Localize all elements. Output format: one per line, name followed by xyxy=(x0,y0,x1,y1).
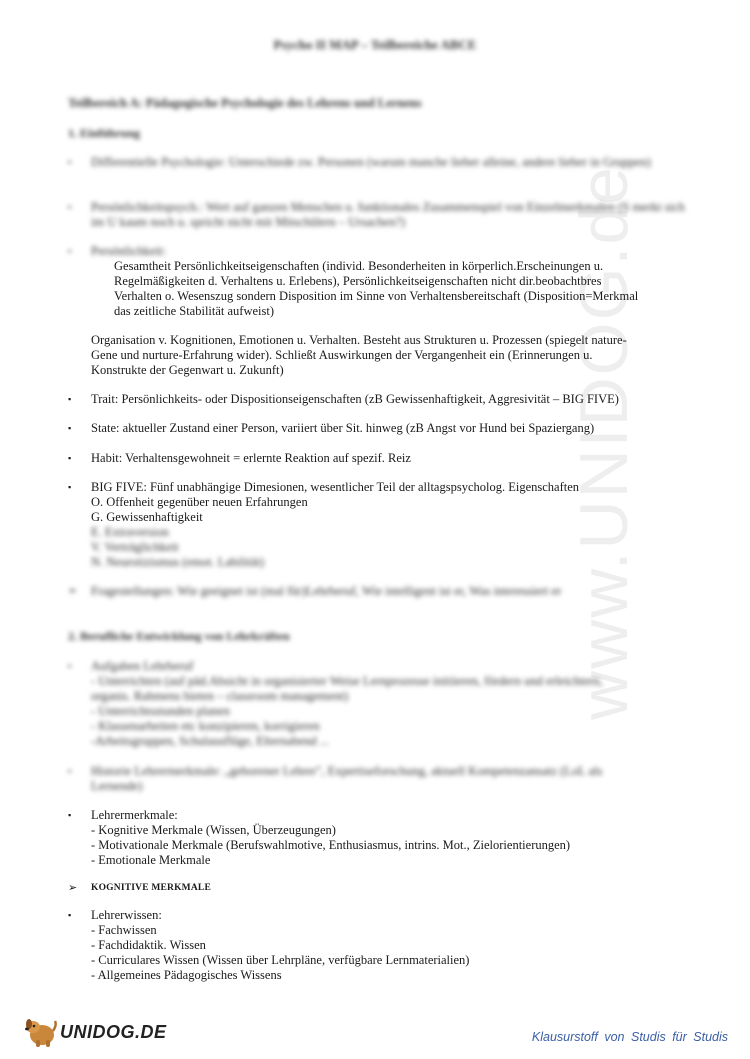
list-item xyxy=(68,155,688,170)
bullet-icon: ▪ xyxy=(68,810,72,820)
list-item xyxy=(68,764,688,794)
state-text: State: aktueller Zustand einer Person, variiert über Sit. hinweg (zB Angst vor Hund bei Spaziergang) xyxy=(91,421,595,435)
bigfive-v: V. Verträglichkeit xyxy=(91,540,179,554)
paragraph-line: Konstrukte der Gegenwart u. Zukunft) xyxy=(91,363,284,377)
tasks-line: - Unterrichtsstunden planen xyxy=(91,704,230,718)
footer-slogan: Klausurstoff von Studis für Studis xyxy=(531,1030,728,1044)
list-item xyxy=(68,392,688,407)
bullet-icon: ▪ xyxy=(68,453,72,463)
arrow-bullet-icon: ➢ xyxy=(68,882,78,894)
list-item xyxy=(68,451,688,466)
bullet-icon: ▪ xyxy=(68,482,72,492)
personality-definition xyxy=(114,259,694,319)
list-item xyxy=(68,421,688,436)
question-text: Fragestellungen: Wie geeignet ist (mal für)Lehrberuf, Wie intelligent ist er, Was interessiert er xyxy=(91,584,562,598)
watermark-text: www.UNIDOG.de xyxy=(566,165,642,720)
unidog-logo[interactable] xyxy=(22,1015,167,1049)
bullet-icon: ▪ xyxy=(68,910,72,920)
item-text: Persönlichkeitspsych.: Wert auf ganzen Menschen u. funktionales Zusammenspiel von Einzelmerkmalen (S merkt sich im U kaum noch u. spricht nicht mit Mitschülern – Ursachen?) xyxy=(91,200,685,229)
bigfive-text: BIG FIVE: Fünf unabhängige Dimesionen, wesentlicher Teil der alltagspsycholog. Eigenschaften xyxy=(91,480,580,494)
document-title: Psycho II MAP – Teilbereiche ABCE xyxy=(273,37,477,52)
list-item xyxy=(68,908,688,983)
tasks-line: - Klassenarbeiten etc konzipieren, korrigieren xyxy=(91,719,320,733)
section-a-heading: Teilbereich A: Pädagogische Psychologie des Lehrens und Lernens xyxy=(68,96,422,110)
teacher-feature: - Kognitive Merkmale (Wissen, Überzeugungen) xyxy=(91,823,336,837)
teacher-features-label: Lehrermerkmale: xyxy=(91,808,178,822)
bullet-icon: ▪ xyxy=(68,246,72,256)
bullet-icon: ▪ xyxy=(68,423,72,433)
chapter-2-heading: 2. Berufliche Entwicklung von Lehrkräften xyxy=(68,629,290,643)
list-item xyxy=(68,659,688,749)
brand-name: UNIDOG.DE xyxy=(60,1021,167,1042)
knowledge-item: - Curriculares Wissen (Wissen über Lehrpläne, verfügbare Lernmaterialien) xyxy=(91,953,470,967)
habit-text: Habit: Verhaltensgewohneit = erlernte Reaktion auf spezif. Reiz xyxy=(91,451,411,465)
arrow-bullet-icon: ➢ xyxy=(68,585,78,597)
bullet-icon: ▪ xyxy=(68,157,72,167)
trait-text: Trait: Persönlichkeits- oder Dispositionseigenschaften (zB Gewissenhaftigkeit, Aggresivität – BIG FIVE) xyxy=(91,392,619,406)
definition-line: Gesamtheit Persönlichkeitseigenschaften (individ. Besonderheiten in körperlich.Erscheinungen u. xyxy=(114,259,604,273)
list-item xyxy=(68,480,688,570)
list-item xyxy=(68,881,688,896)
item-label: Persönlichkeit: xyxy=(91,244,166,258)
teacher-knowledge-label: Lehrerwissen: xyxy=(91,908,162,922)
tasks-line: organis. Rahmens bieten – classroom management) xyxy=(91,689,349,703)
dog-mascot-icon xyxy=(22,1015,58,1049)
history-line: Lernende) xyxy=(91,779,143,793)
cognitive-heading: KOGNITIVE MERKMALE xyxy=(91,883,211,893)
bullet-icon: ▪ xyxy=(68,202,72,212)
bullet-icon: ▪ xyxy=(68,766,72,776)
knowledge-item: - Allgemeines Pädagogisches Wissens xyxy=(91,968,282,982)
bigfive-g: G. Gewissenhaftigkeit xyxy=(91,510,203,524)
tasks-line: -Arbeitsgruppen, Schulausflüge, Elternabend ... xyxy=(91,734,330,748)
knowledge-item: - Fachdidaktik. Wissen xyxy=(91,938,206,952)
organisation-paragraph xyxy=(91,333,671,378)
list-item xyxy=(68,584,688,599)
bigfive-o: O. Offenheit gegenüber neuen Erfahrungen xyxy=(91,495,308,509)
paragraph-line: Organisation v. Kognitionen, Emotionen u. Verhalten. Besteht aus Strukturen u. Prozessen (spiegelt nature- xyxy=(91,333,627,347)
definition-line: das zeitliche Stabilität aufweist) xyxy=(114,304,275,318)
list-item xyxy=(68,244,688,259)
definition-line: Verhalten o. Wesenszug sondern Disposition im Sinne von Verhaltensbereitschaft (Disposition=Merkmal xyxy=(114,289,639,303)
bullet-icon: ▪ xyxy=(68,394,72,404)
knowledge-item: - Fachwissen xyxy=(91,923,157,937)
tasks-label: Aufgaben Lehrberuf xyxy=(91,659,194,673)
history-line: Historie Lehrermerkmale: „geborener Lehrer", Expertiseforschung, aktuell Kompetenzansatz (LoL als xyxy=(91,764,603,778)
paragraph-line: Gene und nurture-Erfahrung wider). Schließt Auswirkungen der Vergangenheit ein (Erinnerungen u. xyxy=(91,348,593,362)
bullet-icon: ▪ xyxy=(68,661,72,671)
teacher-feature: - Motivationale Merkmale (Berufswahlmotive, Enthusiasmus, intrins. Mot., Zielorientierungen) xyxy=(91,838,571,852)
teacher-feature: - Emotionale Merkmale xyxy=(91,853,211,867)
bigfive-n: N. Neurotizismus (emot. Labilität) xyxy=(91,555,265,569)
list-item xyxy=(68,200,688,230)
definition-line: Regelmäßigkeiten d. Verhaltens u. Erlebens), Persönlichkeitseigenschaften nicht dir.beobachtbres xyxy=(114,274,602,288)
item-text: Differentielle Psychologie: Unterschiede zw. Personen (warum manche lieber alleine, andere lieber in Gruppen) xyxy=(91,155,651,169)
tasks-line: - Unterrichten (auf päd.Absicht in organisierter Weise Lernprozesse initiieren, fördern und erleichtern, xyxy=(91,674,603,688)
list-item xyxy=(68,808,688,868)
chapter-1-heading: 1. Einführung xyxy=(68,126,141,140)
bigfive-e: E. Extraversion xyxy=(91,525,169,539)
